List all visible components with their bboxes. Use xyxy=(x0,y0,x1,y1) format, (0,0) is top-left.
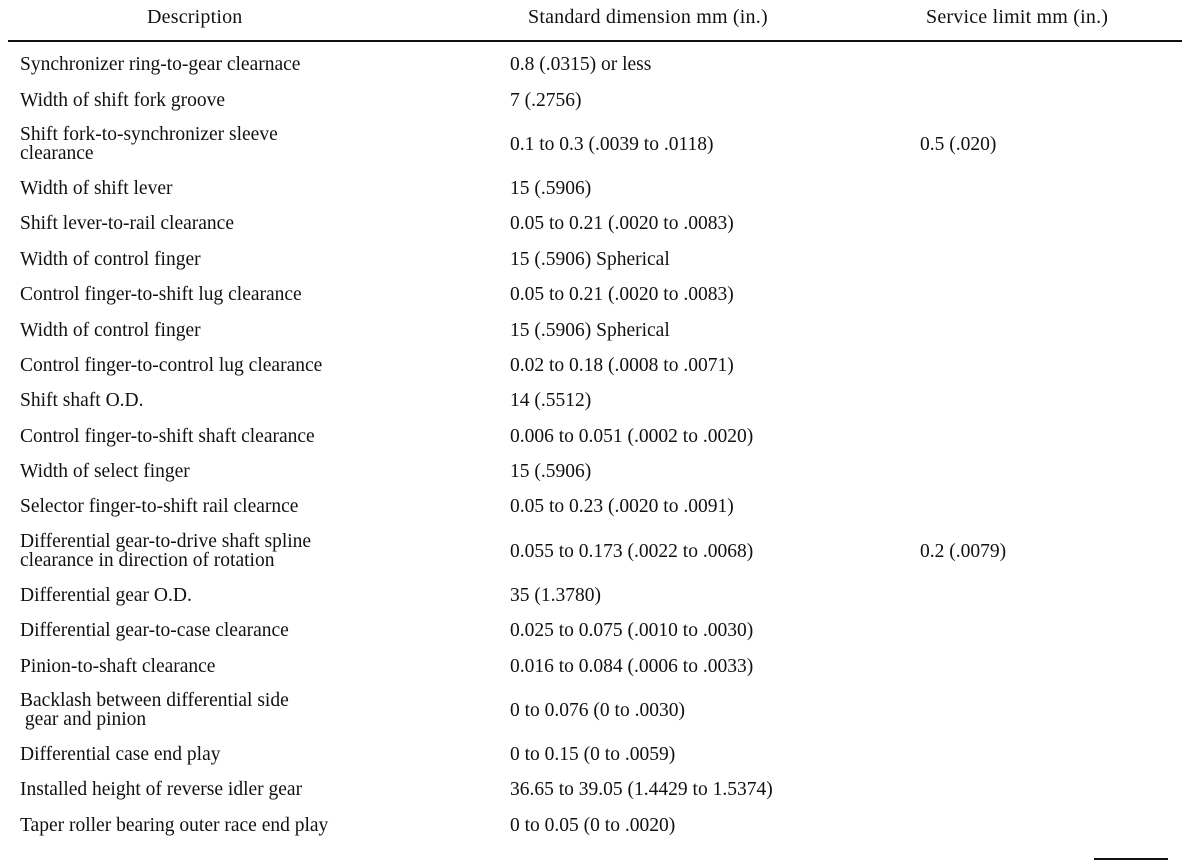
service-limit-cell xyxy=(920,242,1180,277)
description-cell xyxy=(20,419,510,454)
service-limit-cell xyxy=(920,489,1180,524)
standard-dimension-cell: 35 (1.3780) xyxy=(510,584,601,606)
description-line: Width of shift lever xyxy=(20,177,173,199)
standard-dimension-cell: 14 (.5512) xyxy=(510,390,592,412)
service-limit-cell xyxy=(920,772,1180,807)
standard-dimension-cell: 0.006 to 0.051 (.0002 to .0020) xyxy=(510,425,754,447)
description-cell xyxy=(20,348,510,383)
service-limit-cell xyxy=(920,171,1180,206)
table-row xyxy=(20,525,1180,578)
description-cell xyxy=(20,808,510,843)
service-limit-cell xyxy=(920,578,1180,613)
description-line-continued: clearance in direction of rotation xyxy=(20,550,275,572)
description-cell xyxy=(20,47,510,82)
standard-dimension-cell: 0 to 0.05 (0 to .0020) xyxy=(510,814,676,836)
description-line-continued: clearance xyxy=(20,143,94,165)
standard-dimension-cell: 15 (.5906) xyxy=(510,177,592,199)
table-row xyxy=(20,383,1180,418)
table-row xyxy=(20,206,1180,241)
standard-dimension-cell: 0.016 to 0.084 (.0006 to .0033) xyxy=(510,655,754,677)
service-limit-cell xyxy=(920,277,1180,312)
description-line: Differential case end play xyxy=(20,744,221,766)
standard-dimension-cell: 0.1 to 0.3 (.0039 to .0118) xyxy=(510,133,714,155)
description-cell xyxy=(20,525,510,578)
header-standard-dimension: Standard dimension mm (in.) xyxy=(528,6,768,28)
description-cell xyxy=(20,242,510,277)
table-row xyxy=(20,348,1180,383)
standard-dimension-cell: 15 (.5906) xyxy=(510,461,592,483)
header-rule xyxy=(8,40,1182,42)
table-row xyxy=(20,454,1180,489)
description-line: Differential gear-to-drive shaft spline xyxy=(20,531,312,553)
service-limit-cell xyxy=(920,684,1180,737)
service-limit-cell xyxy=(920,348,1180,383)
table-row xyxy=(20,419,1180,454)
description-line: Backlash between differential side xyxy=(20,690,289,712)
table-row xyxy=(20,648,1180,683)
description-line: Width of control finger xyxy=(20,319,201,341)
standard-dimension-cell: 0.05 to 0.21 (.0020 to .0083) xyxy=(510,213,734,235)
service-limit-cell xyxy=(920,419,1180,454)
table-row xyxy=(20,82,1180,117)
standard-dimension-cell: 0.05 to 0.21 (.0020 to .0083) xyxy=(510,284,734,306)
service-limit-cell: 0.5 (.020) xyxy=(920,133,997,155)
standard-dimension-cell: 36.65 to 39.05 (1.4429 to 1.5374) xyxy=(510,779,773,801)
description-line: Width of shift fork groove xyxy=(20,89,226,111)
service-limit-cell xyxy=(920,808,1180,843)
description-cell xyxy=(20,578,510,613)
table-row xyxy=(20,737,1180,772)
service-limit-cell xyxy=(920,312,1180,347)
description-line: Width of control finger xyxy=(20,248,201,270)
service-limit-cell: 0.2 (.0079) xyxy=(920,540,1007,562)
description-line: Taper roller bearing outer race end play xyxy=(20,814,329,836)
description-cell xyxy=(20,613,510,648)
service-limit-cell xyxy=(920,454,1180,489)
header-service-limit: Service limit mm (in.) xyxy=(926,6,1109,28)
description-cell xyxy=(20,171,510,206)
description-cell xyxy=(20,737,510,772)
service-limit-cell xyxy=(920,383,1180,418)
description-line: Shift fork-to-synchronizer sleeve xyxy=(20,124,278,146)
service-limit-cell xyxy=(920,206,1180,241)
description-line: Differential gear-to-case clearance xyxy=(20,620,289,642)
table-row xyxy=(20,171,1180,206)
description-line: Selector finger-to-shift rail clearnce xyxy=(20,496,299,518)
table-row xyxy=(20,684,1180,737)
description-line: Differential gear O.D. xyxy=(20,584,192,606)
description-cell xyxy=(20,277,510,312)
description-cell xyxy=(20,118,510,171)
description-line: Shift lever-to-rail clearance xyxy=(20,213,234,235)
service-limit-cell xyxy=(920,648,1180,683)
spec-table xyxy=(20,47,1180,843)
standard-dimension-cell: 0.02 to 0.18 (.0008 to .0071) xyxy=(510,354,734,376)
standard-dimension-cell: 0 to 0.15 (0 to .0059) xyxy=(510,744,676,766)
description-cell xyxy=(20,206,510,241)
description-cell xyxy=(20,489,510,524)
table-row xyxy=(20,118,1180,171)
header-description: Description xyxy=(147,6,243,28)
description-line: Control finger-to-shift shaft clearance xyxy=(20,425,315,447)
standard-dimension-cell: 0.025 to 0.075 (.0010 to .0030) xyxy=(510,620,754,642)
standard-dimension-cell: 7 (.2756) xyxy=(510,89,582,111)
table-row xyxy=(20,47,1180,82)
table-row xyxy=(20,613,1180,648)
standard-dimension-cell: 0.05 to 0.23 (.0020 to .0091) xyxy=(510,496,734,518)
description-line: Pinion-to-shaft clearance xyxy=(20,655,216,677)
table-row xyxy=(20,808,1180,843)
description-line: Control finger-to-control lug clearance xyxy=(20,354,323,376)
description-cell xyxy=(20,772,510,807)
standard-dimension-cell: 0.8 (.0315) or less xyxy=(510,54,652,76)
service-limit-cell xyxy=(920,47,1180,82)
table-row xyxy=(20,489,1180,524)
description-cell xyxy=(20,454,510,489)
footer-rule xyxy=(1094,858,1168,860)
service-limit-cell xyxy=(920,82,1180,117)
standard-dimension-cell: 15 (.5906) Spherical xyxy=(510,248,670,270)
table-row xyxy=(20,242,1180,277)
description-cell xyxy=(20,82,510,117)
table-row xyxy=(20,312,1180,347)
table-row xyxy=(20,578,1180,613)
description-line: Installed height of reverse idler gear xyxy=(20,779,303,801)
description-cell xyxy=(20,648,510,683)
standard-dimension-cell: 0.055 to 0.173 (.0022 to .0068) xyxy=(510,540,754,562)
description-line: Width of select finger xyxy=(20,461,190,483)
description-cell xyxy=(20,312,510,347)
description-line: Control finger-to-shift lug clearance xyxy=(20,284,302,306)
description-line-continued: gear and pinion xyxy=(20,709,147,731)
standard-dimension-cell: 0 to 0.076 (0 to .0030) xyxy=(510,699,685,721)
description-cell xyxy=(20,383,510,418)
table-row xyxy=(20,772,1180,807)
standard-dimension-cell: 15 (.5906) Spherical xyxy=(510,319,670,341)
service-limit-cell xyxy=(920,613,1180,648)
table-row xyxy=(20,277,1180,312)
description-line: Shift shaft O.D. xyxy=(20,390,144,412)
description-cell xyxy=(20,684,510,737)
description-line: Synchronizer ring-to-gear clearnace xyxy=(20,54,301,76)
spec-table-body xyxy=(20,47,1180,843)
service-limit-cell xyxy=(920,737,1180,772)
